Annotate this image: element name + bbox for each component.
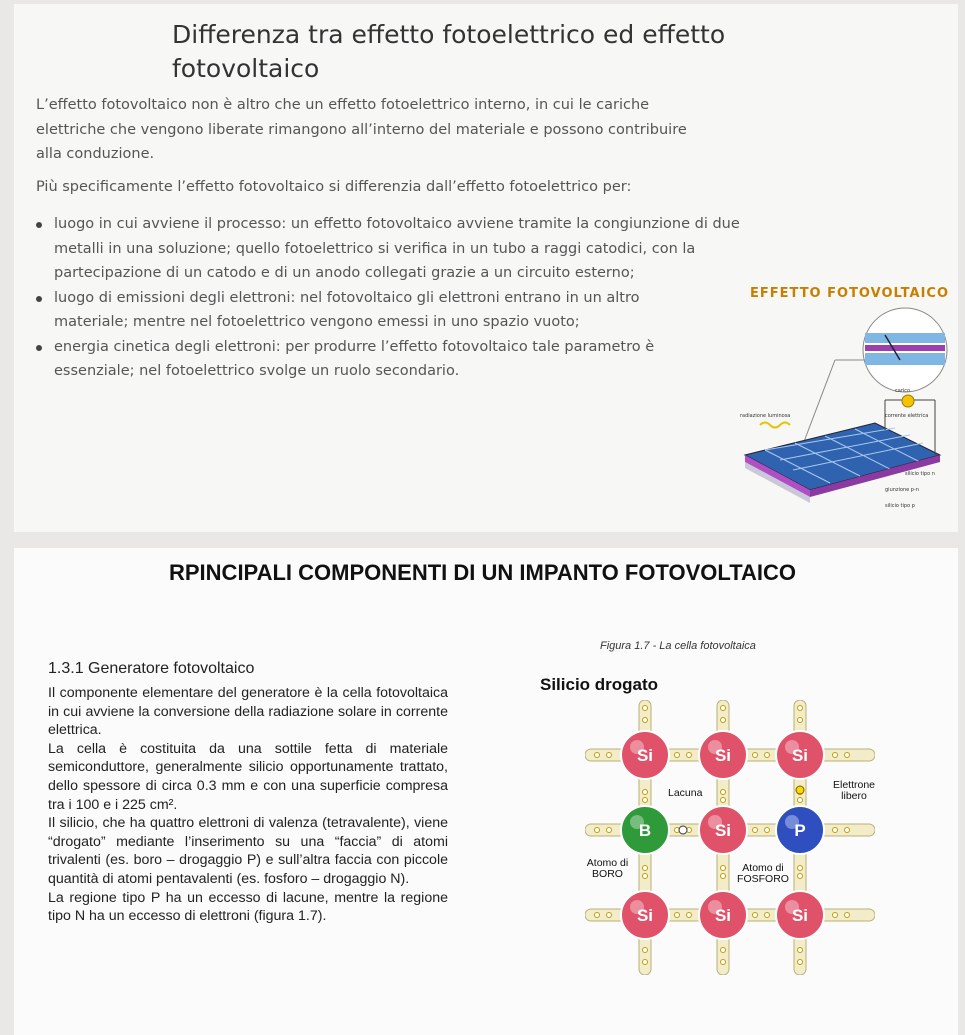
electron: [595, 913, 600, 918]
label-load: carico: [895, 388, 911, 394]
electron: [643, 874, 648, 879]
paragraph: Il silicio, che ha quattro elettroni di valenza (tetravalente), viene “drogato” mediante l’inserimento su una “faccia” di atomi trivalenti (es. boro – drogaggio P) e sull’altra faccia con piccole quantità di atomi pentavalenti (es. fosforo – drogaggio N).: [48, 815, 448, 887]
atom-symbol: Si: [714, 906, 732, 925]
electron: [845, 828, 850, 833]
electron: [833, 913, 838, 918]
atom-symbol: Si: [714, 821, 732, 840]
atom-symbol: Si: [791, 906, 809, 925]
label-current: corrente elettrica: [885, 413, 929, 419]
list-item: luogo in cui avviene il processo: un effetto fotovoltaico avviene tramite la congiunzione di due metalli in una soluzione; quello fotoelettrico si verifica in un tubo a raggi catodici, con la partecipazione di un catodo e di un anodo collegati grazie a un circuito esterno;: [36, 212, 754, 286]
electron: [753, 828, 758, 833]
electron: [687, 753, 692, 758]
photovoltaic-illustration: [735, 305, 950, 520]
electron: [798, 960, 803, 965]
electron: [595, 753, 600, 758]
electron: [753, 913, 758, 918]
free-electron: [796, 786, 804, 794]
label-junction: giunzione p-n: [885, 487, 919, 493]
electron: [765, 913, 770, 918]
atom-symbol: B: [638, 821, 652, 840]
electron: [687, 913, 692, 918]
label-radiation: radiazione luminosa: [740, 413, 791, 419]
electron: [798, 866, 803, 871]
section-title: RPINCIPALI COMPONENTI DI UN IMPANTO FOTOVOLTAICO: [169, 560, 796, 585]
lead-in: Più specificamente l’effetto fotovoltaico si differenzia dall’effetto fotoelettrico per:: [36, 179, 632, 195]
electron: [643, 960, 648, 965]
electron: [643, 948, 648, 953]
electron: [798, 948, 803, 953]
atom-symbol: Si: [636, 746, 654, 765]
electron: [675, 913, 680, 918]
electron: [753, 753, 758, 758]
electron: [845, 753, 850, 758]
atom-symbol: P: [794, 821, 806, 840]
label-silicon-p: silicio tipo p: [885, 503, 915, 509]
intro-line: elettriche che vengono liberate rimangono all’interno del materiale e possono contribuire: [36, 121, 687, 138]
list-item: energia cinetica degli elettroni: per produrre l’effetto fotovoltaico tale parametro è essenziale; nel fotoelettrico svolge un ruolo secondario.: [36, 335, 719, 384]
electron: [721, 866, 726, 871]
electron: [721, 874, 726, 879]
intro-line: alla conduzione.: [36, 146, 155, 162]
electron: [675, 753, 680, 758]
bulb-icon: [902, 395, 914, 407]
label-atomo-boro: Atomo di BORO: [586, 857, 629, 880]
electron: [643, 706, 648, 711]
electron: [721, 960, 726, 965]
illustration-title: EFFETTO FOTOVOLTAICO: [750, 286, 949, 301]
paragraph: La regione tipo P ha un eccesso di lacune, mentre la regione tipo N ha un eccesso di elettroni (figura 1.7).: [48, 889, 448, 925]
electron: [798, 798, 803, 803]
label-elettrone: Elettrone libero: [832, 779, 876, 802]
electron: [798, 874, 803, 879]
electron: [765, 828, 770, 833]
article-title: Differenza tra effetto fotoelettrico ed effetto fotovoltaico: [172, 20, 726, 83]
atom-symbol: Si: [636, 906, 654, 925]
intro-line: L’effetto fotovoltaico non è altro che un effetto fotoelettrico interno, in cui le cariche: [36, 97, 650, 113]
paragraph: La cella è costituita da una sottile fetta di materiale semiconduttore, generalmente silicio opportunamente trattato, dello spessore di circa 0.3 mm e con una superficie compresa tra i 100 e i 225 cm².: [48, 740, 448, 813]
electron: [765, 753, 770, 758]
atom-symbol: Si: [791, 746, 809, 765]
electron: [607, 913, 612, 918]
paragraph: Il componente elementare del generatore è la cella fotovoltaica in cui avviene la conversione della radiazione solare in corrente elettrica.: [48, 685, 448, 739]
label-lacuna: Lacuna: [668, 787, 703, 799]
silicon-lattice: [585, 700, 875, 975]
subsection-heading: 1.3.1 Generatore fotovoltaico: [48, 660, 255, 677]
figure-title: Silicio drogato: [540, 675, 659, 694]
label-silicon-n: silicio tipo n: [905, 471, 935, 477]
electron: [845, 913, 850, 918]
electron: [833, 828, 838, 833]
electron: [833, 753, 838, 758]
electron: [721, 706, 726, 711]
electron: [798, 706, 803, 711]
electron: [643, 718, 648, 723]
intro-paragraph: [36, 93, 756, 167]
electron: [798, 718, 803, 723]
electron: [721, 798, 726, 803]
section-body: [48, 684, 448, 926]
radiation-wave: [760, 423, 790, 428]
electron: [643, 790, 648, 795]
list-item: luogo di emissioni degli elettroni: nel fotovoltaico gli elettroni entrano in un altro materiale; mentre nel fotoelettrico vengono emessi in uno spazio vuoto;: [36, 286, 714, 335]
label-atomo-fosforo: Atomo di FOSFORO: [737, 862, 789, 885]
differences-list: [36, 212, 746, 384]
electron: [643, 866, 648, 871]
electron: [595, 828, 600, 833]
electron: [607, 753, 612, 758]
electron: [721, 718, 726, 723]
electron: [721, 948, 726, 953]
hole-marker: [679, 826, 687, 834]
electron: [607, 828, 612, 833]
figure-caption: Figura 1.7 - La cella fotovoltaica: [600, 640, 756, 652]
electron: [643, 798, 648, 803]
electron: [721, 790, 726, 795]
atom-symbol: Si: [714, 746, 732, 765]
